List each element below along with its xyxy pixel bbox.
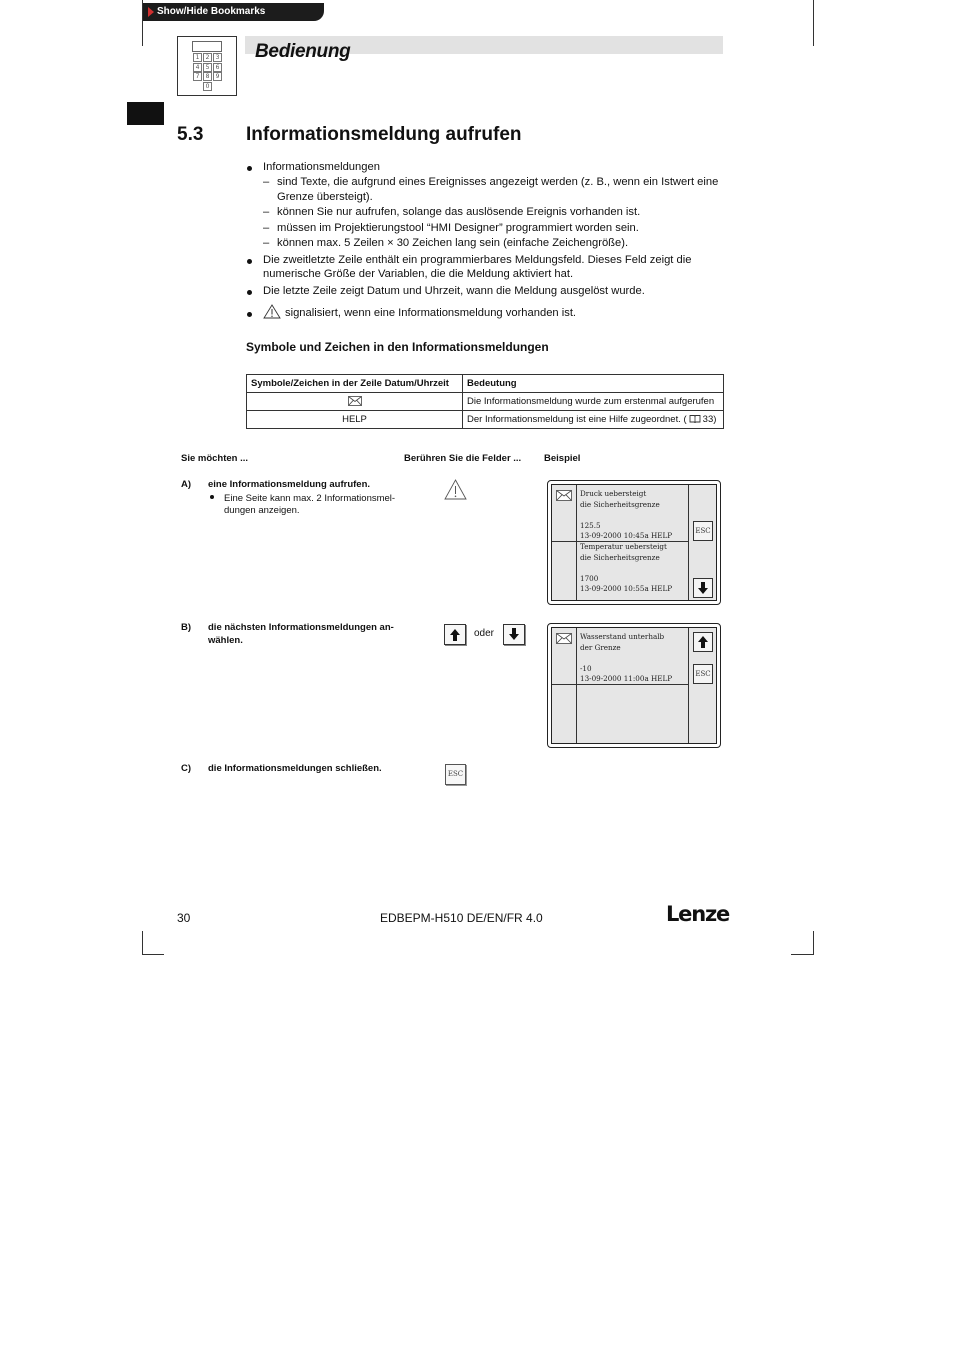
bookmark-tab-label: Show/Hide Bookmarks xyxy=(157,6,266,17)
column-header-want: Sie möchten ... xyxy=(181,453,249,464)
message-datetime: 13-09-2000 10:55a HELP xyxy=(580,584,673,593)
example-screen-a xyxy=(547,480,721,605)
chapter-title: Bedienung xyxy=(255,41,351,62)
arrow-down-button[interactable] xyxy=(693,578,713,598)
message-value: 125.5 xyxy=(580,520,601,530)
lenze-logo: Lenze xyxy=(666,902,730,926)
keypad-key: 4 xyxy=(193,63,202,72)
keypad-key: 8 xyxy=(203,72,212,81)
crop-mark xyxy=(142,0,143,46)
crop-mark xyxy=(813,0,814,46)
chapter-marker xyxy=(127,102,164,125)
crop-mark xyxy=(142,931,143,955)
sub-bullet-text: können max. 5 Zeilen × 30 Zeichen lang sein (einfache Zeichengröße). xyxy=(277,237,629,249)
sub-bullet-text: können Sie nur aufrufen, solange das auslösende Ereignis vorhanden ist. xyxy=(277,206,641,218)
message-value: 1700 xyxy=(580,573,599,583)
page-number: 30 xyxy=(177,911,191,925)
keypad-key: 5 xyxy=(203,63,212,72)
table-cell xyxy=(247,393,463,411)
step-text: wählen. xyxy=(208,635,243,646)
page-reference: 33) xyxy=(702,414,717,425)
bullet xyxy=(247,312,252,317)
arrow-down-button[interactable] xyxy=(503,624,525,645)
keypad-key: 2 xyxy=(203,53,212,62)
keypad-icon xyxy=(177,36,237,96)
crop-mark xyxy=(142,954,164,955)
message-line: Wasserstand unterhalb xyxy=(580,632,665,641)
message-2 xyxy=(580,542,672,595)
message-line xyxy=(580,653,672,664)
dash: – xyxy=(263,237,270,249)
warning-triangle-icon xyxy=(263,304,281,319)
warning-triangle-icon[interactable] xyxy=(444,479,467,500)
step-label: C) xyxy=(181,763,192,774)
step-note: dungen anzeigen. xyxy=(224,505,300,516)
subsection-heading: Symbole und Zeichen in den Informationsmeldungen xyxy=(246,340,549,354)
table-header-cell: Bedeutung xyxy=(463,375,724,393)
dash: – xyxy=(263,206,270,218)
screen-display xyxy=(551,484,717,601)
bullet-text: numerische Größe der Variablen, die die Meldung aktiviert hat. xyxy=(263,268,574,280)
message-datetime: 13-09-2000 11:00a HELP xyxy=(580,674,673,683)
step-label: A) xyxy=(181,479,192,490)
keypad-key: 3 xyxy=(213,53,222,62)
sub-bullet-text: müssen im Projektierungstool “HMI Designer” programmiert worden sein. xyxy=(277,222,639,234)
keypad-key: 9 xyxy=(213,72,222,81)
table-cell: HELP xyxy=(247,411,463,429)
sub-bullet-text: Grenze übersteigt). xyxy=(277,191,373,203)
message-value: -10 xyxy=(580,663,592,673)
keypad-key: 1 xyxy=(193,53,202,62)
column-header-touch: Berühren Sie die Felder ... xyxy=(404,453,522,464)
message-1 xyxy=(580,632,672,685)
arrow-up-icon xyxy=(445,625,465,644)
keypad-key: 0 xyxy=(203,82,212,91)
step-text: eine Informationsmeldung aufrufen. xyxy=(208,479,371,490)
message-line: Temperatur uebersteigt xyxy=(580,542,667,551)
show-hide-bookmarks-tab[interactable] xyxy=(142,3,324,21)
example-screen-b xyxy=(547,623,721,748)
table-header-cell: Symbole/Zeichen in der Zeile Datum/Uhrzeit xyxy=(247,375,463,393)
step-label: B) xyxy=(181,622,192,633)
bullet-text: signalisiert, wenn eine Informationsmeldung vorhanden ist. xyxy=(285,307,577,319)
message-line: die Sicherheitsgrenze xyxy=(580,552,660,562)
esc-button[interactable]: ESC xyxy=(693,664,713,684)
book-icon xyxy=(689,414,701,423)
envelope-icon xyxy=(556,490,572,501)
bullet xyxy=(247,259,252,264)
symbols-table xyxy=(246,374,724,429)
bookmark-arrow-icon xyxy=(148,7,154,17)
document-code: EDBEPM-H510 DE/EN/FR 4.0 xyxy=(380,911,543,925)
bullet-text: Die letzte Zeile zeigt Datum und Uhrzeit, wann die Meldung ausgelöst wurde. xyxy=(263,285,645,297)
column-header-example: Beispiel xyxy=(544,453,581,464)
keypad-key: 6 xyxy=(213,63,222,72)
sub-bullet-text: sind Texte, die aufgrund eines Ereignisses angezeigt werden (z. B., wenn ein Istwert eine xyxy=(277,176,719,188)
keypad-key: 7 xyxy=(193,72,202,81)
step-text: die Informationsmeldungen schließen. xyxy=(208,763,382,774)
message-line xyxy=(580,563,672,574)
arrow-up-icon xyxy=(694,633,712,651)
table-cell-text: Der Informationsmeldung ist eine Hilfe zugeordnet. ( xyxy=(467,414,687,425)
envelope-icon xyxy=(348,396,362,406)
crop-mark xyxy=(813,931,814,955)
bullet xyxy=(247,290,252,295)
message-line: Druck uebersteigt xyxy=(580,489,647,498)
bullet-text: Informationsmeldungen xyxy=(263,161,380,173)
bullet xyxy=(247,166,252,171)
arrow-up-button[interactable] xyxy=(693,632,713,652)
screen-display xyxy=(551,627,717,744)
message-line: die Sicherheitsgrenze xyxy=(580,499,660,509)
dash: – xyxy=(263,222,270,234)
or-label: oder xyxy=(474,628,495,639)
arrow-down-icon xyxy=(694,579,712,597)
table-cell: Die Informationsmeldung wurde zum erstenmal aufgerufen xyxy=(463,393,724,411)
envelope-icon xyxy=(556,633,572,644)
bullet xyxy=(210,495,214,499)
message-datetime: 13-09-2000 10:45a HELP xyxy=(580,531,673,540)
step-text: die nächsten Informationsmeldungen an- xyxy=(208,622,394,633)
crop-mark xyxy=(791,954,813,955)
message-1 xyxy=(580,489,672,542)
section-title: Informationsmeldung aufrufen xyxy=(246,124,522,145)
message-line xyxy=(580,510,672,521)
esc-button[interactable]: ESC xyxy=(445,764,466,785)
arrow-up-button[interactable] xyxy=(444,624,466,645)
esc-button[interactable]: ESC xyxy=(693,521,713,541)
arrow-down-icon xyxy=(504,625,524,644)
bullet-text: Die zweitletzte Zeile enthält ein programmierbares Meldungsfeld. Dieses Feld zeigt die xyxy=(263,254,692,266)
step-note: Eine Seite kann max. 2 Informationsmel- xyxy=(224,493,396,504)
message-line: der Grenze xyxy=(580,642,621,652)
section-number: 5.3 xyxy=(177,124,204,145)
table-cell xyxy=(463,411,724,429)
dash: – xyxy=(263,176,270,188)
